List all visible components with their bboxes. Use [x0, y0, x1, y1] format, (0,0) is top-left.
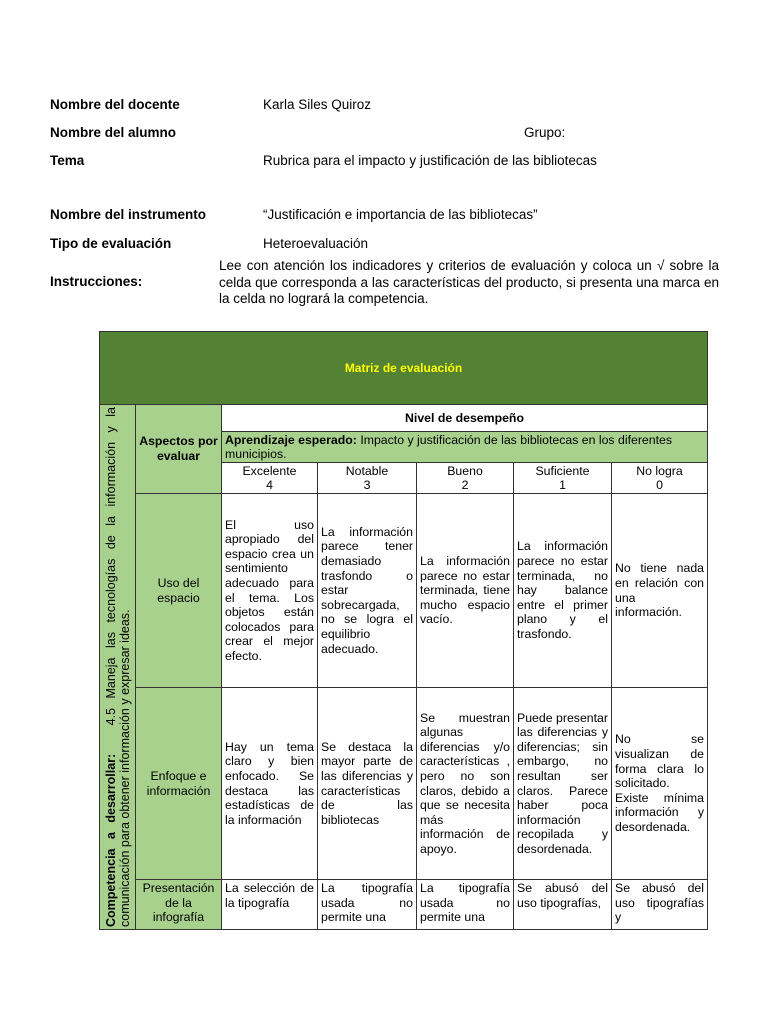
criterion-cell[interactable]: Se muestran algunas diferencias y/o características , pero no son claros, debido a que se necesita más información de apoyo.: [417, 688, 514, 880]
aprendizaje-row: [222, 432, 708, 463]
aspect-enfoque: Enfoque e información: [136, 688, 222, 880]
docente-value: Karla Siles Quiroz: [263, 97, 372, 112]
competencia-text-block: [104, 407, 132, 927]
nivel-header: Nivel de desempeño: [222, 405, 708, 432]
criterion-cell[interactable]: Se abusó del uso tipografías y: [612, 880, 708, 930]
criterion-cell[interactable]: La información parece tener demasiado trasfondo o estar sobrecargada, no se logra el equilibrio adecuado.: [318, 494, 417, 688]
level-score: 0: [656, 478, 663, 492]
aprendizaje-label: Aprendizaje esperado:: [225, 433, 357, 447]
level-name: Suficiente: [535, 464, 590, 478]
criterion-cell[interactable]: Se destaca la mayor parte de las diferencias y características de las bibliotecas: [318, 688, 417, 880]
aprendizaje-text: Impacto y justificación de las bibliotecas en los diferentes municipios.: [225, 433, 672, 461]
criterion-cell[interactable]: El uso apropiado del espacio crea un sentimiento adecuado para el tema. Los objetos están colocados para crear el mejor efecto.: [222, 494, 318, 688]
instrumento-value: “Justificación e importancia de las bibliotecas”: [263, 207, 538, 222]
level-name: Bueno: [447, 464, 483, 478]
tema-label: Tema: [50, 153, 85, 168]
criterion-cell[interactable]: Puede presentar las diferencias y diferencias; sin embargo, no resultan ser claros. Parece haber poca información recopilada y desordenada.: [514, 688, 612, 880]
evaluacion-value: Heteroevaluación: [263, 236, 369, 251]
criterion-cell[interactable]: La tipografía usada no permite una: [417, 880, 514, 930]
evaluacion-label: Tipo de evaluación: [50, 236, 172, 251]
docente-label: Nombre del docente: [50, 97, 180, 112]
matrix-title: Matriz de evaluación: [100, 332, 708, 405]
criterion-cell[interactable]: Hay un tema claro y bien enfocado. Se destaca las estadísticas de la información: [222, 688, 318, 880]
level-excelente: [222, 463, 318, 494]
level-score: 3: [363, 478, 371, 492]
instrumento-label: Nombre del instrumento: [50, 207, 207, 222]
criterion-cell[interactable]: No tiene nada en relación con una información.: [612, 494, 708, 688]
criterion-cell[interactable]: La tipografía usada no permite una: [318, 880, 417, 930]
criterion-cell[interactable]: Se abusó del uso tipografías,: [514, 880, 612, 930]
alumno-label: Nombre del alumno: [50, 125, 177, 140]
criterion-cell[interactable]: La información parece no estar terminada, no hay balance entre el primer plano y el trasfondo.: [514, 494, 612, 688]
level-score: 1: [559, 478, 566, 492]
level-score: 2: [461, 478, 469, 492]
competencia-text: 4.5 Maneja las tecnologías de la información y la comunicación para obtener información y expresar ideas.: [103, 406, 132, 927]
level-notable: [318, 463, 417, 494]
competencia-cell: [100, 405, 136, 930]
competencia-label: Competencia a desarrollar:: [103, 753, 118, 927]
level-name: Notable: [345, 464, 389, 478]
criterion-cell[interactable]: La información parece no estar terminada, tiene mucho espacio vacío.: [417, 494, 514, 688]
instrucciones-label: Instrucciones:: [50, 274, 143, 289]
level-no-logra: [612, 463, 708, 494]
grupo-label: Grupo:: [524, 125, 566, 140]
aspect-uso-espacio: Uso del espacio: [136, 494, 222, 688]
level-score: 4: [266, 478, 273, 492]
level-name: Excelente: [242, 464, 297, 478]
level-name: No logra: [636, 464, 683, 478]
tema-value: Rubrica para el impacto y justificación de las bibliotecas: [263, 153, 597, 168]
aspectos-header: Aspectos por evaluar: [136, 405, 222, 494]
level-suficiente: [514, 463, 612, 494]
criterion-cell[interactable]: No se visualizan de forma clara lo solicitado. Existe mínima información y desordenada.: [612, 688, 708, 880]
aspect-presentacion: Presentación de la infografía: [136, 880, 222, 930]
evaluation-matrix: [99, 331, 708, 930]
instrucciones-text: Lee con atención los indicadores y criterios de evaluación y coloca un √ sobre la celda que corresponda a las características del producto, si presenta una marca en la celda no logrará la competencia.: [219, 258, 719, 306]
criterion-cell[interactable]: La selección de la tipografía: [222, 880, 318, 930]
level-bueno: [417, 463, 514, 494]
